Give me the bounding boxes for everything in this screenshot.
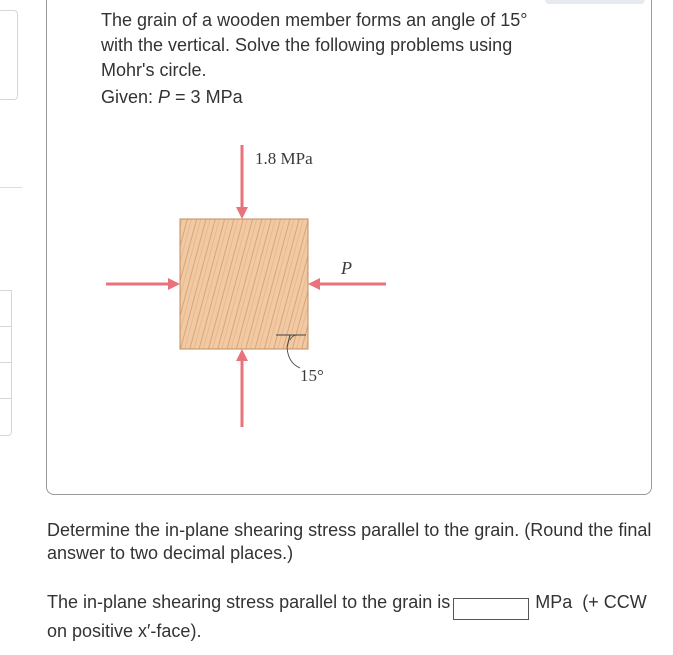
wooden-member-block: [180, 219, 308, 349]
problem-line-3: Mohr's circle.: [101, 60, 207, 80]
bottom-load-arrow: [236, 349, 248, 427]
given-line: [101, 85, 581, 110]
answer-input[interactable]: [453, 598, 529, 620]
side-load-label: P: [341, 258, 352, 278]
problem-statement: [101, 8, 581, 110]
answer-line: [47, 591, 667, 643]
left-edge-card-top: [0, 10, 18, 100]
left-edge-card-4: [0, 398, 12, 436]
angle-label: 15°: [300, 366, 324, 385]
left-edge-card-3: [0, 362, 12, 400]
left-edge-card-2: [0, 326, 12, 364]
stress-element-figure: [96, 135, 396, 435]
right-load-arrow: [308, 278, 386, 290]
given-variable: P: [158, 87, 171, 107]
top-load-label: 1.8 MPa: [255, 149, 313, 168]
given-value: = 3 MPa: [170, 87, 243, 107]
answer-unit: MPa: [535, 592, 573, 612]
left-load-arrow: [106, 278, 180, 290]
top-load-arrow: [236, 145, 248, 219]
question-text: Determine the in-plane shearing stress parallel to the grain. (Round the final answer to two decimal places.): [47, 520, 652, 563]
problem-line-2: with the vertical. Solve the following problems using: [101, 35, 513, 55]
given-prefix: Given:: [101, 87, 159, 107]
answer-prefix: The in-plane shearing stress parallel to the grain is: [47, 592, 451, 612]
left-edge-divider: [0, 187, 22, 188]
answer-suffix: (+ CCW on positive x′-face).: [47, 592, 647, 641]
problem-line-1: The grain of a wooden member forms an angle of 15°: [101, 10, 528, 30]
left-edge-card-1: [0, 290, 12, 328]
